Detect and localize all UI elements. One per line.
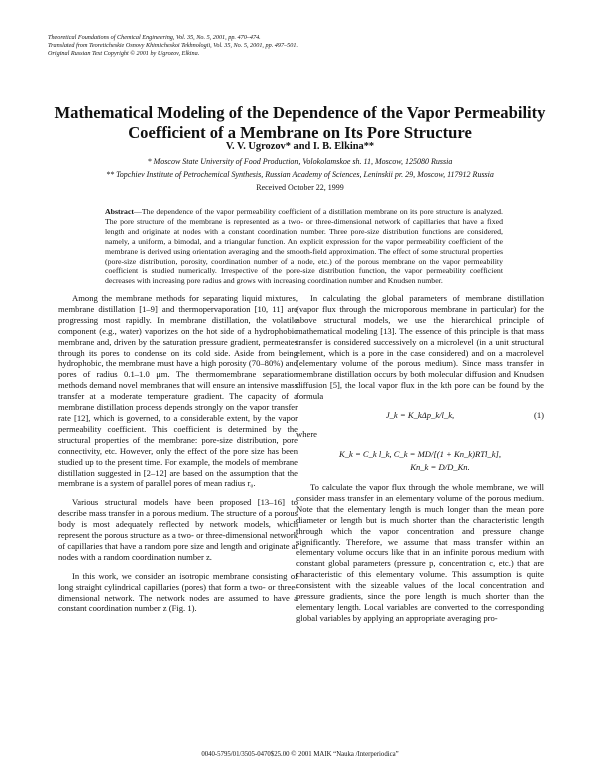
paper-title: Mathematical Modeling of the Dependence of the Vapor Permeability Coefficient of a Membrane on Its Pore Structure (54, 103, 546, 142)
where-label: where (296, 429, 317, 440)
equation-1-number: (1) (533, 410, 544, 421)
intro-paragraph-2: Various structural models have been proposed [13–16] to describe mass transfer in a porous medium. The structure of a porous body is most adequately reflected by network models, which represent the porous structure as a two- or three-dimensional network of capillaries that have a random pore size and length and originate at nodes with a random coordination number z. (58, 497, 298, 562)
left-column (58, 293, 298, 622)
method-paragraph-1: In calculating the global parameters of membrane distillation (vapor flux through the microporous membrane in particular) for the above structural models, we use the hierarchical principle of mathematical modeling [13]. The essence of this principle is that mass transfer is considered successively on a microlevel (in a unit structural element, which is a pore in the case considered) and on a macrolevel (elementary volume of the porous medium). Since mass transfer in membrane distillation occurs by both molecular diffusion and Knudsen diffusion [5], the local vapor flux in the kth pore can be found by the formula (296, 293, 544, 402)
abstract (105, 207, 503, 286)
intro-paragraph-1: Among the membrane methods for separating liquid mixtures, membrane distillation [1–9] and thermopervaporation [10, 11] are progressing most rapidly. In membrane distillation, the volatile component (e.g., water) vaporizes on the hot side of a hydrophobic membrane and, driven by the saturation pressure gradient, permeates through its pores to condense on its cold side. Aside from being hydrophobic, the membrane must have a high porosity (70–80%) and pores of radius 0.1–1.0 μm. The thermomembrane separation methods demand novel membranes that will ensure an intensive mass transfer at a moderate temperature gradient. The capacity of a membrane distillation process depends strongly on the vapor transfer rate [12], which is governed, to a considerable extent, by the vapor permeability coefficient. This coefficient is determined by the structural properties of the membrane: pore-size distribution, pore connectivity, etc. However, only the effect of the pore size has been studied up to the present time. For example, the models of membrane distillation suggested in [2–12] are based on the assumption that the membrane is a system of parallel pores of mean radius r₀. (58, 293, 298, 489)
equation-2-line-2: Kn_k = D/D_Kn. (410, 461, 470, 472)
method-paragraph-2: To calculate the vapor flux through the whole membrane, we will consider mass transfer in an elementary volume of the porous medium. Note that the elementary length is much longer than the mean pore diameter or length but is much shorter than the characteristic length through which the vapor concentration and pressure change significantly. Therefore, we assume that mass transfer within an elementary volume occurs like that in an infinite porous medium with constant global parameters (pressure p, concentration c, etc.) that are characteristic of this elementary volume. This assumption is quite consistent with the sizeable values of the local concentration and pressure gradients, since the pore length is much shorter than the elementary length. Local variables are converted to the corresponding global variables by applying an appropriate averaging pro- (296, 481, 544, 623)
header-line-3: Original Russian Text Copyright © 2001 by Ugrozov, Elkina. (48, 50, 200, 57)
received-date: Received October 22, 1999 (256, 183, 344, 192)
header-line-1: Theoretical Foundations of Chemical Engineering, Vol. 35, No. 5, 2001, pp. 470–474. (48, 34, 261, 41)
paper-authors: V. V. Ugrozov* and I. B. Elkina** (225, 141, 375, 152)
equation-1-body: J_k = K_kΔp_k/l_k, (385, 410, 455, 421)
abstract-label: Abstract (105, 207, 135, 216)
affiliation-2: ** Topchiev Institute of Petrochemical Synthesis, Russian Academy of Sciences, Leninskii pr. 29, Moscow, 117912 Russia (106, 170, 494, 179)
abstract-text: —The dependence of the vapor permeability coefficient of a distillation membrane on its pore structure is analyzed. The pore structure of the membrane is represented as a two- or three-dimensional network of capillaries that have a fixed length and originate at nodes with a constant coordination number. Three pore-size distribution functions are considered, namely, a uniform, a bimodal, and a triangular function. An explicit expression for the vapor permeability coefficient of the membrane is derived using orientation averaging and the smooth-field approximation. The effect of some structural properties (pore-size distribution, porosity, coordination number of a node, etc.) of the porous membrane on the vapor permeability coefficient is studied numerically. Irrespective of the pore-size distribution function, the vapor permeability coefficient decreases with increasing pore radius and grows with increasing coordination number and Knudsen number. (105, 207, 503, 286)
copyright-footer: 0040-5795/01/3505-0470$25.00 © 2001 MAIK “Nauka /Interperiodica” (201, 751, 399, 758)
right-column (296, 293, 544, 632)
journal-header (48, 34, 568, 58)
affiliation-1: * Moscow State University of Food Production, Volokolamskoe sh. 11, Moscow, 125080 Russia (147, 157, 453, 166)
intro-paragraph-3: In this work, we consider an isotropic membrane consisting of long straight cylindrical capillaries (pores) that form a two- or three-dimensional network. The network nodes are assumed to have a constant coordination number z (Fig. 1). (58, 570, 298, 614)
equation-2 (296, 448, 544, 474)
equation-2-line-1: K_k = C_k l_k, C_k = MD/[(1 + Kn_k)RTl_k], (338, 448, 502, 459)
equation-1 (296, 410, 544, 423)
header-line-2: Translated from Teoreticheskie Osnovy Khimicheskoi Tekhnologii, Vol. 35, No. 5, 2001, pp. 497–501. (48, 42, 299, 49)
